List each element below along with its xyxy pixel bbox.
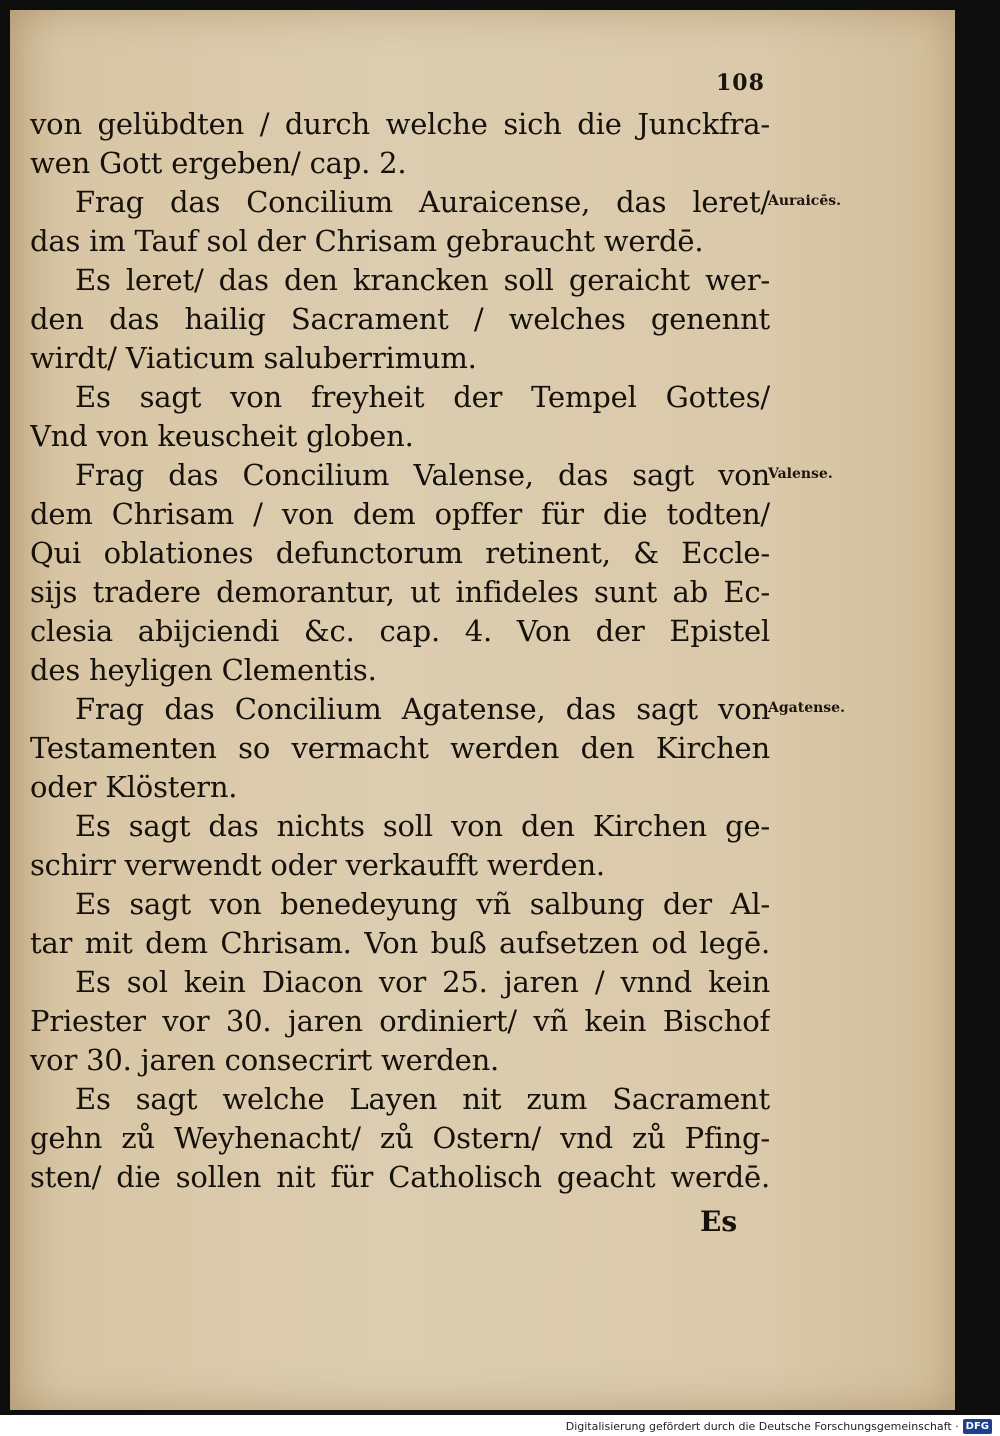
dfg-logo[interactable]: DFG xyxy=(963,1419,992,1434)
text-line: Testamenten so vermacht werden den Kirchen xyxy=(30,731,770,765)
footer-credit: Digitalisierung gefördert durch die Deutsche Forschungsgemeinschaft · xyxy=(565,1419,959,1433)
text-line: Frag das Concilium Agatense, das sagt von xyxy=(75,692,770,726)
text-line: gehn zů Weyhenacht/ zů Ostern/ vnd zů Pfing- xyxy=(30,1121,770,1155)
book-page xyxy=(10,10,955,1410)
text-line: Es sagt das nichts soll von den Kirchen ge- xyxy=(75,809,770,843)
text-line: Frag das Concilium Valense, das sagt von xyxy=(75,458,770,492)
text-line: oder Klöstern. xyxy=(30,770,238,804)
marginal-note: Valense. xyxy=(768,466,833,482)
digitization-footer xyxy=(566,1417,992,1435)
text-line: Es sagt von benedeyung vñ salbung der Al- xyxy=(75,887,770,921)
text-line: wirdt/ Viaticum saluberrimum. xyxy=(30,341,477,375)
text-line: dem Chrisam / von dem opffer für die todten/ xyxy=(30,497,770,531)
text-line: Es sol kein Diacon vor 25. jaren / vnnd kein xyxy=(75,965,770,999)
page-number: 108 xyxy=(716,70,765,96)
text-line: tar mit dem Chrisam. Von buß aufsetzen od legē. xyxy=(30,926,770,960)
text-line: Frag das Concilium Auraicense, das leret/ xyxy=(75,185,770,219)
text-line: clesia abijciendi &c. cap. 4. Von der Epistel xyxy=(30,614,770,648)
marginal-note: Auraicēs. xyxy=(768,193,841,209)
text-line: wen Gott ergeben/ cap. 2. xyxy=(30,146,407,180)
marginal-note: Agatense. xyxy=(768,700,845,716)
text-line: des heyligen Clementis. xyxy=(30,653,377,687)
text-line: Qui oblationes defunctorum retinent, & Eccle- xyxy=(30,536,770,570)
text-line: vor 30. jaren consecrirt werden. xyxy=(30,1043,500,1077)
text-line: Vnd von keuscheit globen. xyxy=(30,419,414,453)
text-line: schirr verwendt oder verkaufft werden. xyxy=(30,848,605,882)
text-line: den das hailig Sacrament / welches genennt xyxy=(30,302,770,336)
text-line: sijs tradere demorantur, ut infideles sunt ab Ec- xyxy=(30,575,770,609)
text-line: das im Tauf sol der Chrisam gebraucht werdē. xyxy=(30,224,704,258)
text-line: sten/ die sollen nit für Catholisch geacht werdē. xyxy=(30,1160,770,1194)
text-line: von gelübdten / durch welche sich die Junckfra- xyxy=(30,107,770,141)
text-line: Es leret/ das den krancken soll geraicht wer- xyxy=(75,263,770,297)
text-line: Es sagt von freyheit der Tempel Gottes/ xyxy=(75,380,770,414)
catchword: Es xyxy=(700,1205,738,1238)
text-line: Es sagt welche Layen nit zum Sacrament xyxy=(75,1082,770,1116)
text-block xyxy=(30,105,770,1197)
text-line: Priester vor 30. jaren ordiniert/ vñ kein Bischof xyxy=(30,1004,770,1038)
